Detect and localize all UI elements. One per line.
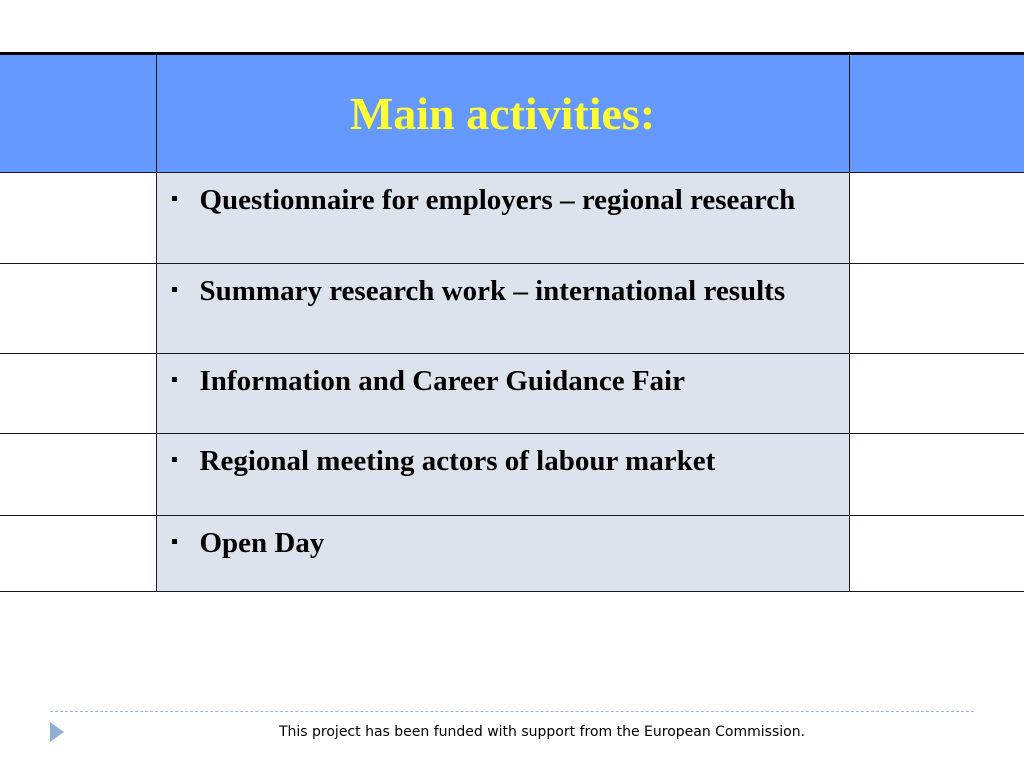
table-row xyxy=(0,264,1024,354)
activity-item: Open Day xyxy=(199,527,325,559)
square-bullet-icon xyxy=(172,377,177,382)
activity-item: Questionnaire for employers – regional research xyxy=(199,184,796,216)
activity-item: Regional meeting actors of labour market xyxy=(199,445,716,477)
activity-cell xyxy=(156,264,849,354)
header-cell-left xyxy=(0,54,156,173)
square-bullet-icon xyxy=(172,539,177,544)
row-cell-right xyxy=(849,516,1024,592)
table-row xyxy=(0,354,1024,434)
table-header-row xyxy=(0,54,1024,173)
table-row xyxy=(0,516,1024,592)
row-cell-left xyxy=(0,516,156,592)
row-cell-right xyxy=(849,173,1024,264)
activity-cell xyxy=(156,173,849,264)
activities-table xyxy=(0,52,1024,592)
header-cell-main xyxy=(156,54,849,173)
activity-cell xyxy=(156,434,849,516)
row-cell-right xyxy=(849,354,1024,434)
row-cell-left xyxy=(0,173,156,264)
table-row xyxy=(0,173,1024,264)
row-cell-left xyxy=(0,434,156,516)
table-title: Main activities: xyxy=(349,87,656,139)
footer-funding-note: This project has been funded with support from the European Commission. xyxy=(278,724,806,740)
row-cell-left xyxy=(0,354,156,434)
activity-cell xyxy=(156,354,849,434)
row-cell-right xyxy=(849,264,1024,354)
header-cell-right xyxy=(849,54,1024,173)
activity-cell xyxy=(156,516,849,592)
row-cell-right xyxy=(849,434,1024,516)
activity-item: Summary research work – international results xyxy=(199,275,786,307)
square-bullet-icon xyxy=(172,196,177,201)
activity-item: Information and Career Guidance Fair xyxy=(199,365,685,397)
footer-divider xyxy=(50,711,974,712)
square-bullet-icon xyxy=(172,287,177,292)
row-cell-left xyxy=(0,264,156,354)
table-row xyxy=(0,434,1024,516)
square-bullet-icon xyxy=(172,457,177,462)
